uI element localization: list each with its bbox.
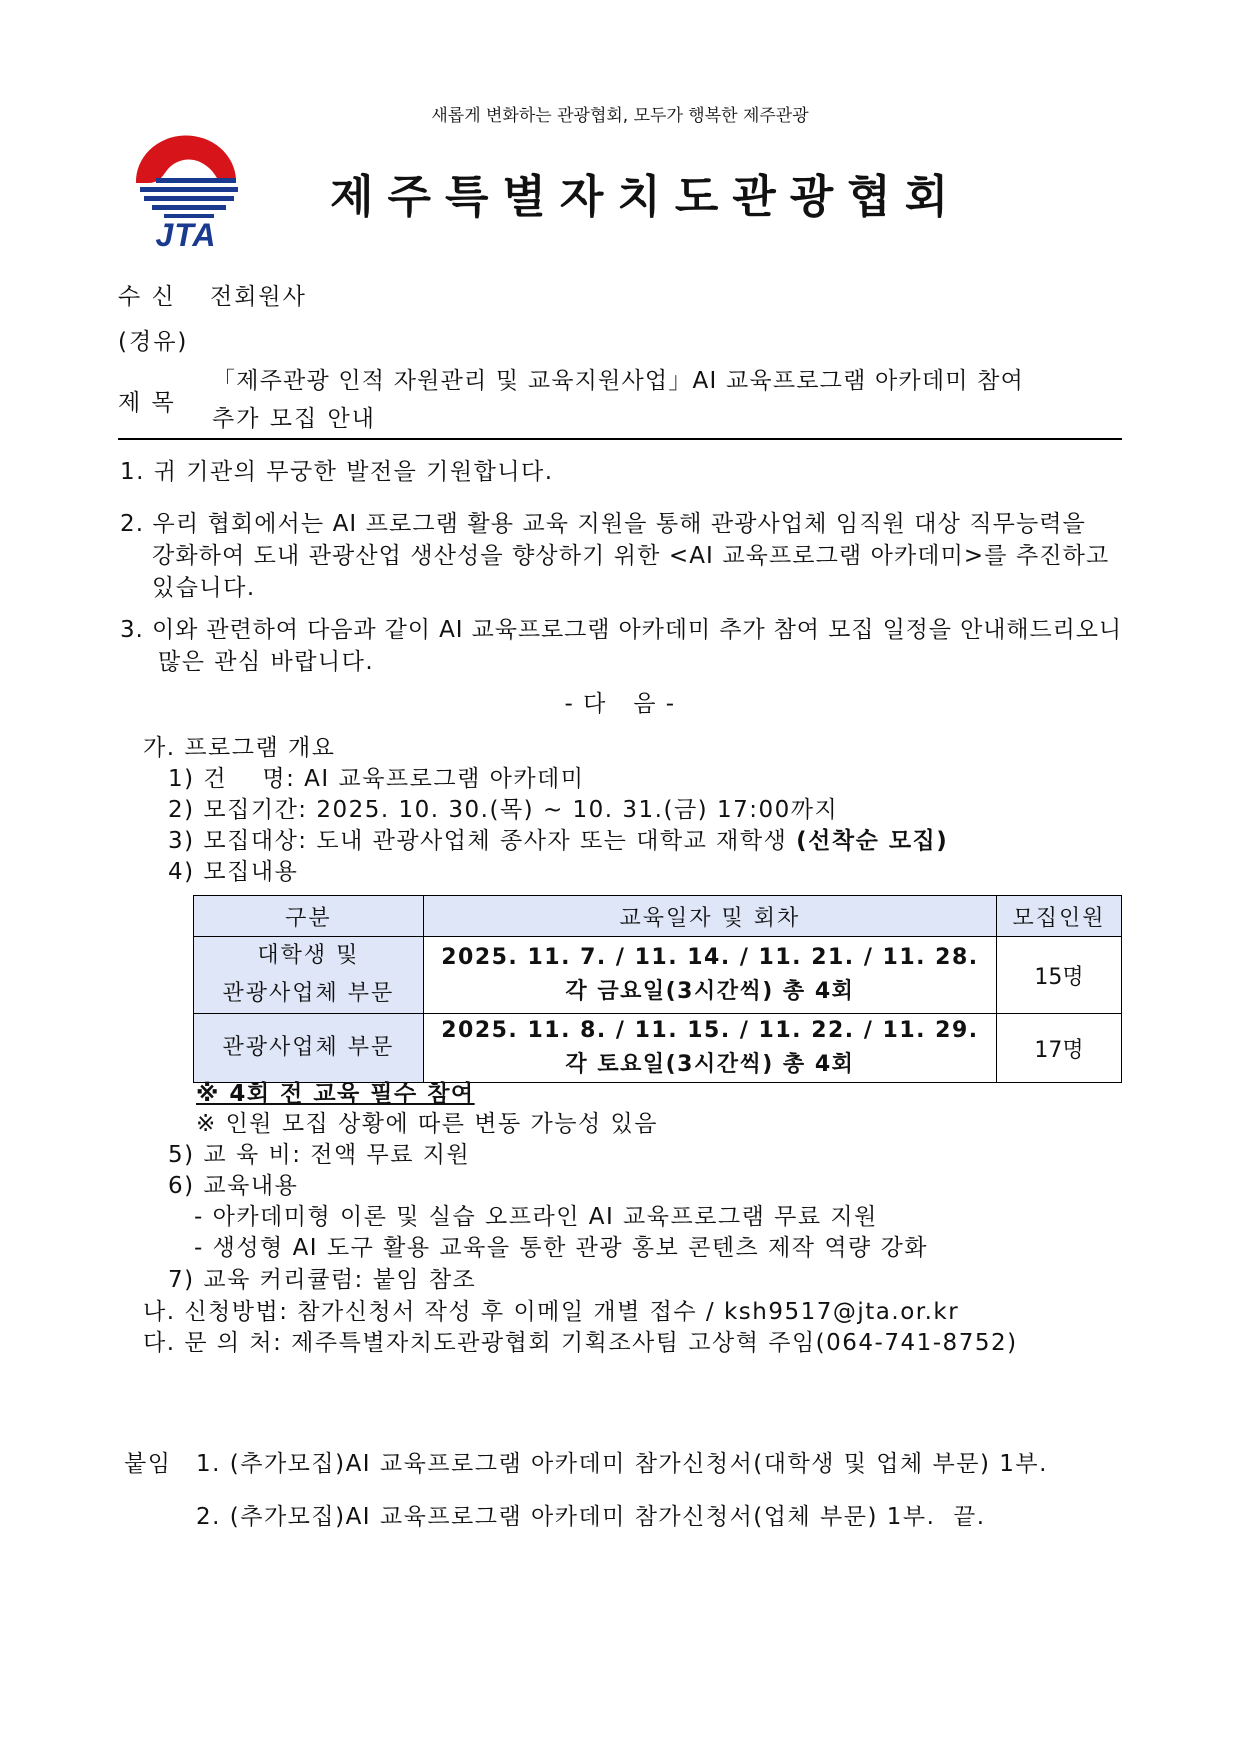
item-7: 7) 교육 커리큘럼: 붙임 참조 — [168, 1267, 477, 1293]
table-header: 구분 — [194, 896, 424, 937]
paragraph-2-line-1: 2. 우리 협회에서는 AI 프로그램 활용 교육 지원을 통해 관광사업체 임직원 대상 직무능력을 — [120, 511, 1086, 537]
paragraph-2-line-3: 있습니다. — [152, 575, 256, 601]
category-line: 관광사업체 부문 — [222, 1035, 395, 1060]
note-mandatory: ※ 4회 전 교육 필수 참여 — [196, 1081, 475, 1107]
subject-line-2: 추가 모집 안내 — [212, 406, 376, 432]
subject-line-1: 「제주관광 인적 자원관리 및 교육지원사업」AI 교육프로그램 아카데미 참여 — [212, 368, 1025, 394]
recipient-value: 전회원사 — [210, 284, 307, 310]
item-3-text: 3) 모집대상: 도내 관광사업체 종사자 또는 대학교 재학생 — [168, 828, 797, 854]
table-header-row — [194, 896, 1122, 937]
category-line: 대학생 및 — [257, 943, 360, 968]
header-divider — [118, 438, 1122, 440]
logo-text: JTA — [155, 217, 217, 248]
recipient-label: 수 신 — [118, 284, 176, 310]
attachments-label: 붙임 — [124, 1451, 172, 1477]
item-6-a: - 아카데미형 이론 및 실습 오프라인 AI 교육프로그램 무료 지원 — [194, 1204, 878, 1230]
item-1: 1) 건 명: AI 교육프로그램 아카데미 — [168, 766, 585, 792]
table-cell-count: 17명 — [997, 1014, 1122, 1083]
paragraph-2-line-2: 강화하여 도내 관광산업 생산성을 향상하기 위한 <AI 교육프로그램 아카데미>를 추진하고 — [152, 543, 1110, 569]
table-cell-dates — [423, 1014, 996, 1083]
recruitment-table — [193, 895, 1122, 1083]
paragraph-3-line-2: 많은 관심 바랍니다. — [158, 649, 375, 675]
dates-line: 각 금요일(3시간씩) 총 4회 — [565, 979, 855, 1004]
item-4: 4) 모집내용 — [168, 859, 299, 885]
attachment-2: 2. (추가모집)AI 교육프로그램 아카데미 참가신청서(업체 부문) 1부. 끝. — [196, 1504, 986, 1530]
paragraph-1: 1. 귀 기관의 무궁한 발전을 기원합니다. — [120, 459, 554, 485]
table-cell-category — [194, 937, 424, 1014]
section-da: 다. 문 의 처: 제주특별자치도관광협회 기획조사팀 고상혁 주임(064-741-8752) — [143, 1330, 1018, 1356]
table-row — [194, 1014, 1122, 1083]
item-2: 2) 모집기간: 2025. 10. 30.(목) ~ 10. 31.(금) 17:00까지 — [168, 797, 839, 823]
table-header: 교육일자 및 회차 — [423, 896, 996, 937]
table-cell-count: 15명 — [997, 937, 1122, 1014]
item-6-b: - 생성형 AI 도구 활용 교육을 통한 관광 홍보 콘텐츠 제작 역량 강화 — [194, 1235, 928, 1261]
org-title: 제주특별자치도관광협회 — [330, 170, 963, 223]
dates-line: 2025. 11. 7. / 11. 14. / 11. 21. / 11. 28. — [441, 945, 979, 970]
item-6: 6) 교육내용 — [168, 1173, 299, 1199]
item-5: 5) 교 육 비: 전액 무료 지원 — [168, 1142, 471, 1168]
item-3-emphasis: (선착순 모집) — [796, 828, 949, 854]
table-header: 모집인원 — [997, 896, 1122, 937]
slogan: 새롭게 변화하는 관광협회, 모두가 행복한 제주관광 — [431, 106, 809, 126]
category-line: 관광사업체 부문 — [222, 981, 395, 1006]
section-na: 나. 신청방법: 참가신청서 작성 후 이메일 개별 접수 / ksh9517@jta.or.kr — [143, 1299, 960, 1325]
table-row — [194, 937, 1122, 1014]
section-ga-title: 가. 프로그램 개요 — [143, 735, 336, 761]
dates-line: 2025. 11. 8. / 11. 15. / 11. 22. / 11. 29. — [441, 1018, 979, 1043]
table-cell-category — [194, 1014, 424, 1083]
paragraph-3-line-1: 3. 이와 관련하여 다음과 같이 AI 교육프로그램 아카데미 추가 참여 모집 일정을 안내해드리오니 — [120, 617, 1122, 643]
subject-label: 제 목 — [118, 390, 176, 416]
attachment-1: 1. (추가모집)AI 교육프로그램 아카데미 참가신청서(대학생 및 업체 부문) 1부. — [196, 1451, 1048, 1477]
next-heading: - 다 음 - — [564, 691, 676, 717]
table-cell-dates — [423, 937, 996, 1014]
dates-line: 각 토요일(3시간씩) 총 4회 — [565, 1052, 855, 1077]
jta-logo — [118, 128, 254, 248]
via-label: (경유) — [118, 329, 189, 355]
note-change: ※ 인원 모집 상황에 따른 변동 가능성 있음 — [196, 1111, 658, 1137]
